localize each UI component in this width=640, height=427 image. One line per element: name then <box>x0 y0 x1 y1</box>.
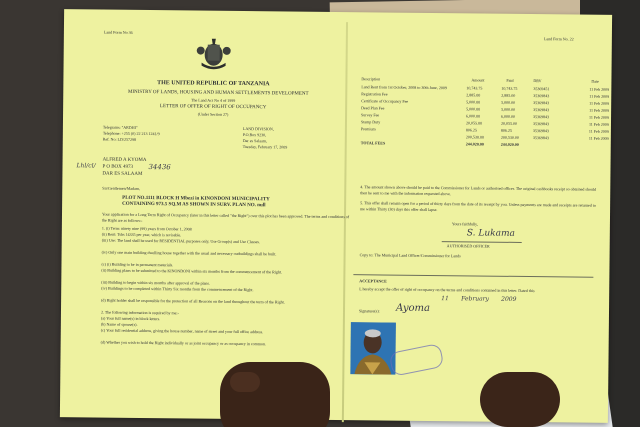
addressee-box: P O BOX 4973 <box>102 164 134 170</box>
row-drv: 35369843 <box>532 128 549 134</box>
row-amount: 806.25 <box>465 127 477 133</box>
offer-letter-document <box>60 9 612 423</box>
row-amount: 20,055.00 <box>465 120 483 126</box>
row-description: Certificate of Occupancy Fee <box>361 98 409 104</box>
row-drv: 35369843 <box>533 107 550 113</box>
row-description: Stamp Duty <box>360 119 381 125</box>
paragraph-14: (c) Your full residential address, giving the house number, name of street and your full office address. <box>100 327 264 335</box>
paragraph-15: (d) Whether you wish to hold the Right individually or as joint occupancy or as occupancy in common. <box>100 339 266 347</box>
letter-title: LETTER OF OFFER OF RIGHT OF OCCUPANCY <box>159 104 267 111</box>
header-paid: Paid <box>506 77 514 83</box>
row-paid: 2,885.00 <box>501 92 516 98</box>
row-date: 11 Feb 2009 <box>589 114 609 120</box>
row-description: Land Rent from 1st October, 2008 to 30th June, 2009 <box>361 84 447 91</box>
row-paid: 200,530.00 <box>500 134 519 140</box>
row-date: 11 Feb 2009 <box>589 107 610 113</box>
row-paid: 5,000.00 <box>501 106 516 112</box>
row-amount: 200,530.00 <box>465 134 484 140</box>
acceptance-text: I, hereby accept the offer of right of occupancy on the terms and conditions contained in this letter. Dated this <box>359 286 535 294</box>
salutation: Sir/Gentlemen/Madam, <box>102 185 140 191</box>
row-date: 11 Feb 2009 <box>588 135 609 141</box>
authorised-officer: AUTHORISED OFFICER <box>446 243 490 249</box>
row-description: Deed Plan Fee <box>361 105 385 111</box>
fees-table-header <box>361 76 600 84</box>
paragraph-1: Your application for a Long Term Right of Occupancy (later in this letter called "the Right") over this plot has been approved. The terms and conditions of the Right are as follows:- <box>101 211 350 223</box>
row-drv: 35369843 <box>533 100 550 106</box>
total-amount: 244,020.00 <box>465 141 484 147</box>
row-amount: 10,743.75 <box>466 85 483 91</box>
paragraph-2: 1. (i) Term: ninety nine (99) years from October 1, 2008 <box>101 225 192 232</box>
paragraph-10: (d) Right holder shall be responsible for the protection of all Beacons on the land throughout the term of the Right. <box>101 297 285 305</box>
officer-signature: S. Lukama <box>466 228 515 239</box>
row-amount: 5,000.00 <box>466 99 481 105</box>
telephone: Telephone: +255 (0) 22 213 1241/9 <box>102 130 160 137</box>
po-box: P.O.Box 9230, <box>242 132 267 138</box>
plot-heading: PLOT NO.1111 BLOCK H Mbezi in KINONDONI MUNICIPALITY <box>122 195 270 203</box>
city: Dar es Salaam, <box>242 138 267 144</box>
addressee-name: ALFRED A KYOMA <box>102 157 147 164</box>
header-date: Date <box>591 78 600 84</box>
row-description: Registration Fee <box>361 91 388 97</box>
paragraph-5: (iv) Only one main building dwelling house together with the usual and necessary outbuildings shall be built. <box>101 249 277 257</box>
form-number-left: Land Form No 36 <box>103 29 133 35</box>
paragraph-13: (b) Name of spouse(s). <box>100 321 138 327</box>
header-description: Description <box>361 76 381 82</box>
row-paid: 10,743.75 <box>501 85 518 91</box>
republic-heading: THE UNITED REPUBLIC OF TANZANIA <box>157 80 270 88</box>
row-drv: 35369843 <box>533 114 550 120</box>
paragraph-6: (c) (i) Building to be in permanent materials. <box>101 261 174 268</box>
row-drv: 35369451 <box>533 86 550 92</box>
handwritten-note-right: 34436 <box>148 163 171 172</box>
section-line: (Under Section 27) <box>197 111 229 117</box>
paragraph-9: (iv) Buildings to be completed within Thirty Six months from the commencement of the Right. <box>101 285 254 293</box>
header-drv: DRV <box>533 78 542 84</box>
telegrams: Telegrams: "ARDHI" <box>102 124 138 130</box>
left-thumb <box>230 372 260 392</box>
acceptance-signature: Ayoma <box>395 302 431 314</box>
signature-label: Signature(s): <box>358 308 380 314</box>
row-drv: 35369843 <box>532 135 549 141</box>
row-drv: 35369843 <box>533 93 550 99</box>
land-division: LAND DIVISION, <box>242 126 274 132</box>
total-label: TOTAL FEES <box>360 140 386 146</box>
row-description: Premium <box>360 126 376 132</box>
header-amount: Amount <box>471 77 485 83</box>
copy-to: Copy to: The Municipal Land Officer/Commissioner for Lands <box>359 252 461 259</box>
ministry-heading: MINISTRY OF LANDS, HOUSING AND HUMAN SETTLEMENTS DEVELOPMENT <box>127 89 309 97</box>
acceptance-month: February <box>461 295 489 303</box>
row-amount: 5,000.00 <box>466 106 481 112</box>
paragraph-7: (ii) Building plans to be submitted to the KINONDONI within six months from the commencement of the Right. <box>101 267 283 275</box>
row-amount: 6,000.00 <box>466 113 481 119</box>
acceptance-heading: ACCEPTANCE <box>359 278 387 284</box>
acceptance-day: 11 <box>441 295 449 303</box>
row-date: 11 Feb 2009 <box>589 86 610 92</box>
handwritten-note-left: Lhl/cl/ <box>76 162 96 170</box>
portrait-image <box>350 322 396 374</box>
row-date: 11 Feb 2009 <box>588 128 609 134</box>
paragraph-8: (iii) Building to begin within six months after approval of the plans. <box>101 279 210 286</box>
row-paid: 20,055.00 <box>500 120 518 126</box>
row-drv: 35369843 <box>532 121 550 127</box>
row-paid: 5,000.00 <box>501 99 516 105</box>
clause-5: 5. This offer shall remain open for a period of thirty days from the date of its receipt by you. Unless payments are made and receipts are returned to me within Thirty (30) days this offer shall lapse. <box>360 200 596 213</box>
passport-photo <box>350 322 396 374</box>
paragraph-11: 2. The following information is required by me:- <box>100 309 179 316</box>
paragraph-4: (iii) Use: The land shall be used for RESIDENTIAL purposes only, Use Group(s) and Use Classes. <box>101 237 261 245</box>
acceptance-year: 2009 <box>501 295 517 303</box>
act-line: The Land Act No 4 of 1999 <box>191 97 236 103</box>
row-date: 11 Feb 2009 <box>588 121 609 127</box>
closing: Yours faithfully, <box>451 221 478 227</box>
paragraph-3: (ii) Rent: Tshs 14335 per year, which is revisable. <box>101 231 182 238</box>
acceptance-divider <box>353 274 593 278</box>
right-hand <box>480 372 560 427</box>
paragraph-12: (a) Your full name(s) in block letters. <box>100 315 161 322</box>
clause-4: 4. The amount shown above should be paid to the Commissioner for Lands or authorised officer. The original cashbooks receipt so obtained should then be sent to me with the information requested above. <box>360 184 597 197</box>
addressee-city: DAR ES SALAAM <box>102 171 143 177</box>
ink-stamp <box>389 343 445 377</box>
row-paid: 6,000.00 <box>501 113 516 119</box>
reference-number: Ref. No: LD/257298 <box>102 136 137 142</box>
form-number-right: Land Form No. 22 <box>543 36 574 42</box>
row-date: 11 Feb 2009 <box>589 100 610 106</box>
row-amount: 2,885.00 <box>466 92 481 98</box>
plot-subheading: CONTAINING 973.5 SQ.M AS SHOWN IN SURV. PLAN NO. null <box>122 201 266 209</box>
row-date: 11 Feb 2009 <box>589 93 610 99</box>
total-row <box>360 140 519 147</box>
coat-of-arms-emblem <box>193 33 233 73</box>
row-description: Survey Fee <box>361 112 380 118</box>
total-paid: 244,020.00 <box>500 141 519 147</box>
letter-date: Tuesday, February 17, 2009 <box>242 144 288 150</box>
row-paid: 806.25 <box>500 127 512 133</box>
